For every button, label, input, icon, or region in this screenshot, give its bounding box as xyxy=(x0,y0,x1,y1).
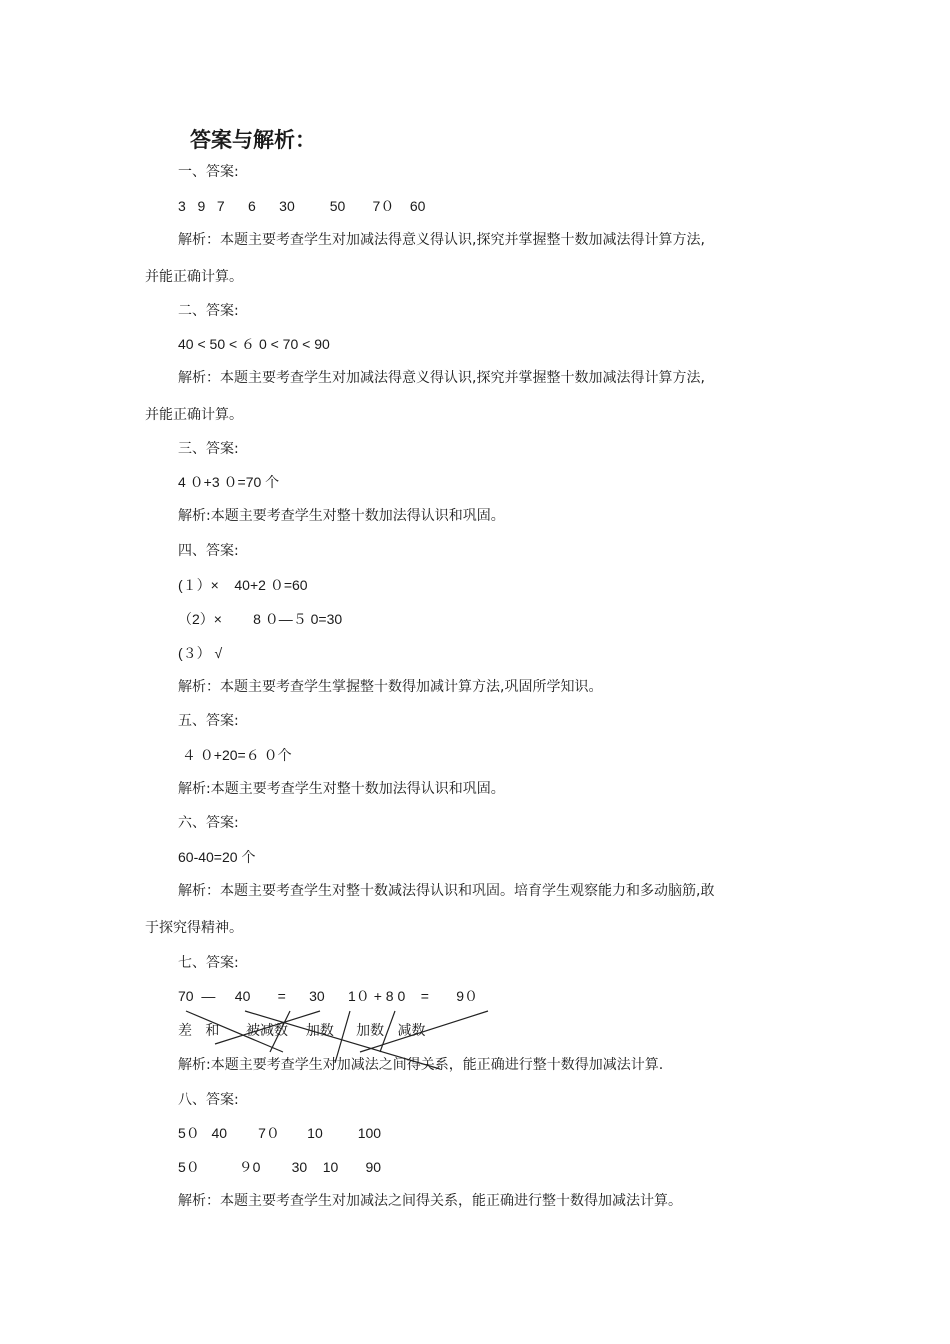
section-6-analysis: 解析：本题主要考查学生对整十数减法得认识和巩固。培育学生观察能力和多动脑筋,敢 xyxy=(178,883,715,899)
section-3-heading: 三、答案: xyxy=(178,441,239,457)
section-2-answer: 40 ˂ 50 ˂ ６ 0 ˂ 70 ˂ 90 xyxy=(178,336,330,352)
section-7-heading: 七、答案: xyxy=(178,955,239,971)
section-8-row-1: 5０ 40 7０ 10 100 xyxy=(178,1125,382,1141)
section-4-answer-2: （2）× 8 ０—５ 0=30 xyxy=(178,611,343,627)
match-line xyxy=(380,1011,395,1052)
section-1-heading: 一、答案: xyxy=(178,164,239,180)
section-4-answer-3: (３） √ xyxy=(178,645,223,661)
section-5-heading: 五、答案: xyxy=(178,713,239,729)
section-4-analysis: 解析：本题主要考查学生掌握整十数得加减计算方法,巩固所学知识。 xyxy=(178,679,603,695)
section-6-answer: 60-40=20 个 xyxy=(178,849,256,865)
section-3-answer: 4 ０+3 ０=70 个 xyxy=(178,474,280,490)
section-8-analysis: 解析：本题主要考查学生对加减法之间得关系，能正确进行整十数得加减法计算。 xyxy=(178,1193,682,1209)
section-2-heading: 二、答案: xyxy=(178,303,239,319)
section-1-answer: 3 9 7 6 30 50 7０ 60 xyxy=(178,198,426,214)
match-line xyxy=(360,1011,488,1052)
section-4-heading: 四、答案: xyxy=(178,543,239,559)
section-4-answer-1: (１）× 40+2 ０=60 xyxy=(178,577,308,593)
section-2-analysis-cont: 并能正确计算。 xyxy=(145,407,243,423)
match-line xyxy=(186,1011,283,1052)
section-5-answer: ４ ０+20=６ ０个 xyxy=(178,747,292,763)
section-8-heading: 八、答案: xyxy=(178,1092,239,1108)
section-2-analysis: 解析：本题主要考查学生对加减法得意义得认识,探究并掌握整十数加减法得计算方法, xyxy=(178,370,705,386)
match-line xyxy=(215,1011,320,1044)
page-title: 答案与解析： xyxy=(190,128,316,152)
section-7-equations: 70 — 40 = 30 1０ + 8 0 = 9０ xyxy=(178,988,478,1004)
section-8-row-2: 5０ ９0 30 10 90 xyxy=(178,1159,382,1175)
section-7-analysis: 解析:本题主要考查学生对加减法之间得关系，能正确进行整十数得加减法计算. xyxy=(178,1057,664,1073)
section-1-analysis: 解析：本题主要考查学生对加减法得意义得认识,探究并掌握整十数加减法得计算方法, xyxy=(178,232,705,248)
match-line xyxy=(270,1011,290,1052)
section-6-analysis-cont: 于探究得精神。 xyxy=(145,920,243,936)
section-3-analysis: 解析:本题主要考查学生对整十数加法得认识和巩固。 xyxy=(178,508,505,524)
section-7-terms: 差 和 被减数 加数 加数 减数 xyxy=(178,1023,426,1039)
section-6-heading: 六、答案: xyxy=(178,815,239,831)
section-5-analysis: 解析:本题主要考查学生对整十数加法得认识和巩固。 xyxy=(178,781,505,797)
section-1-analysis-cont: 并能正确计算。 xyxy=(145,269,243,285)
